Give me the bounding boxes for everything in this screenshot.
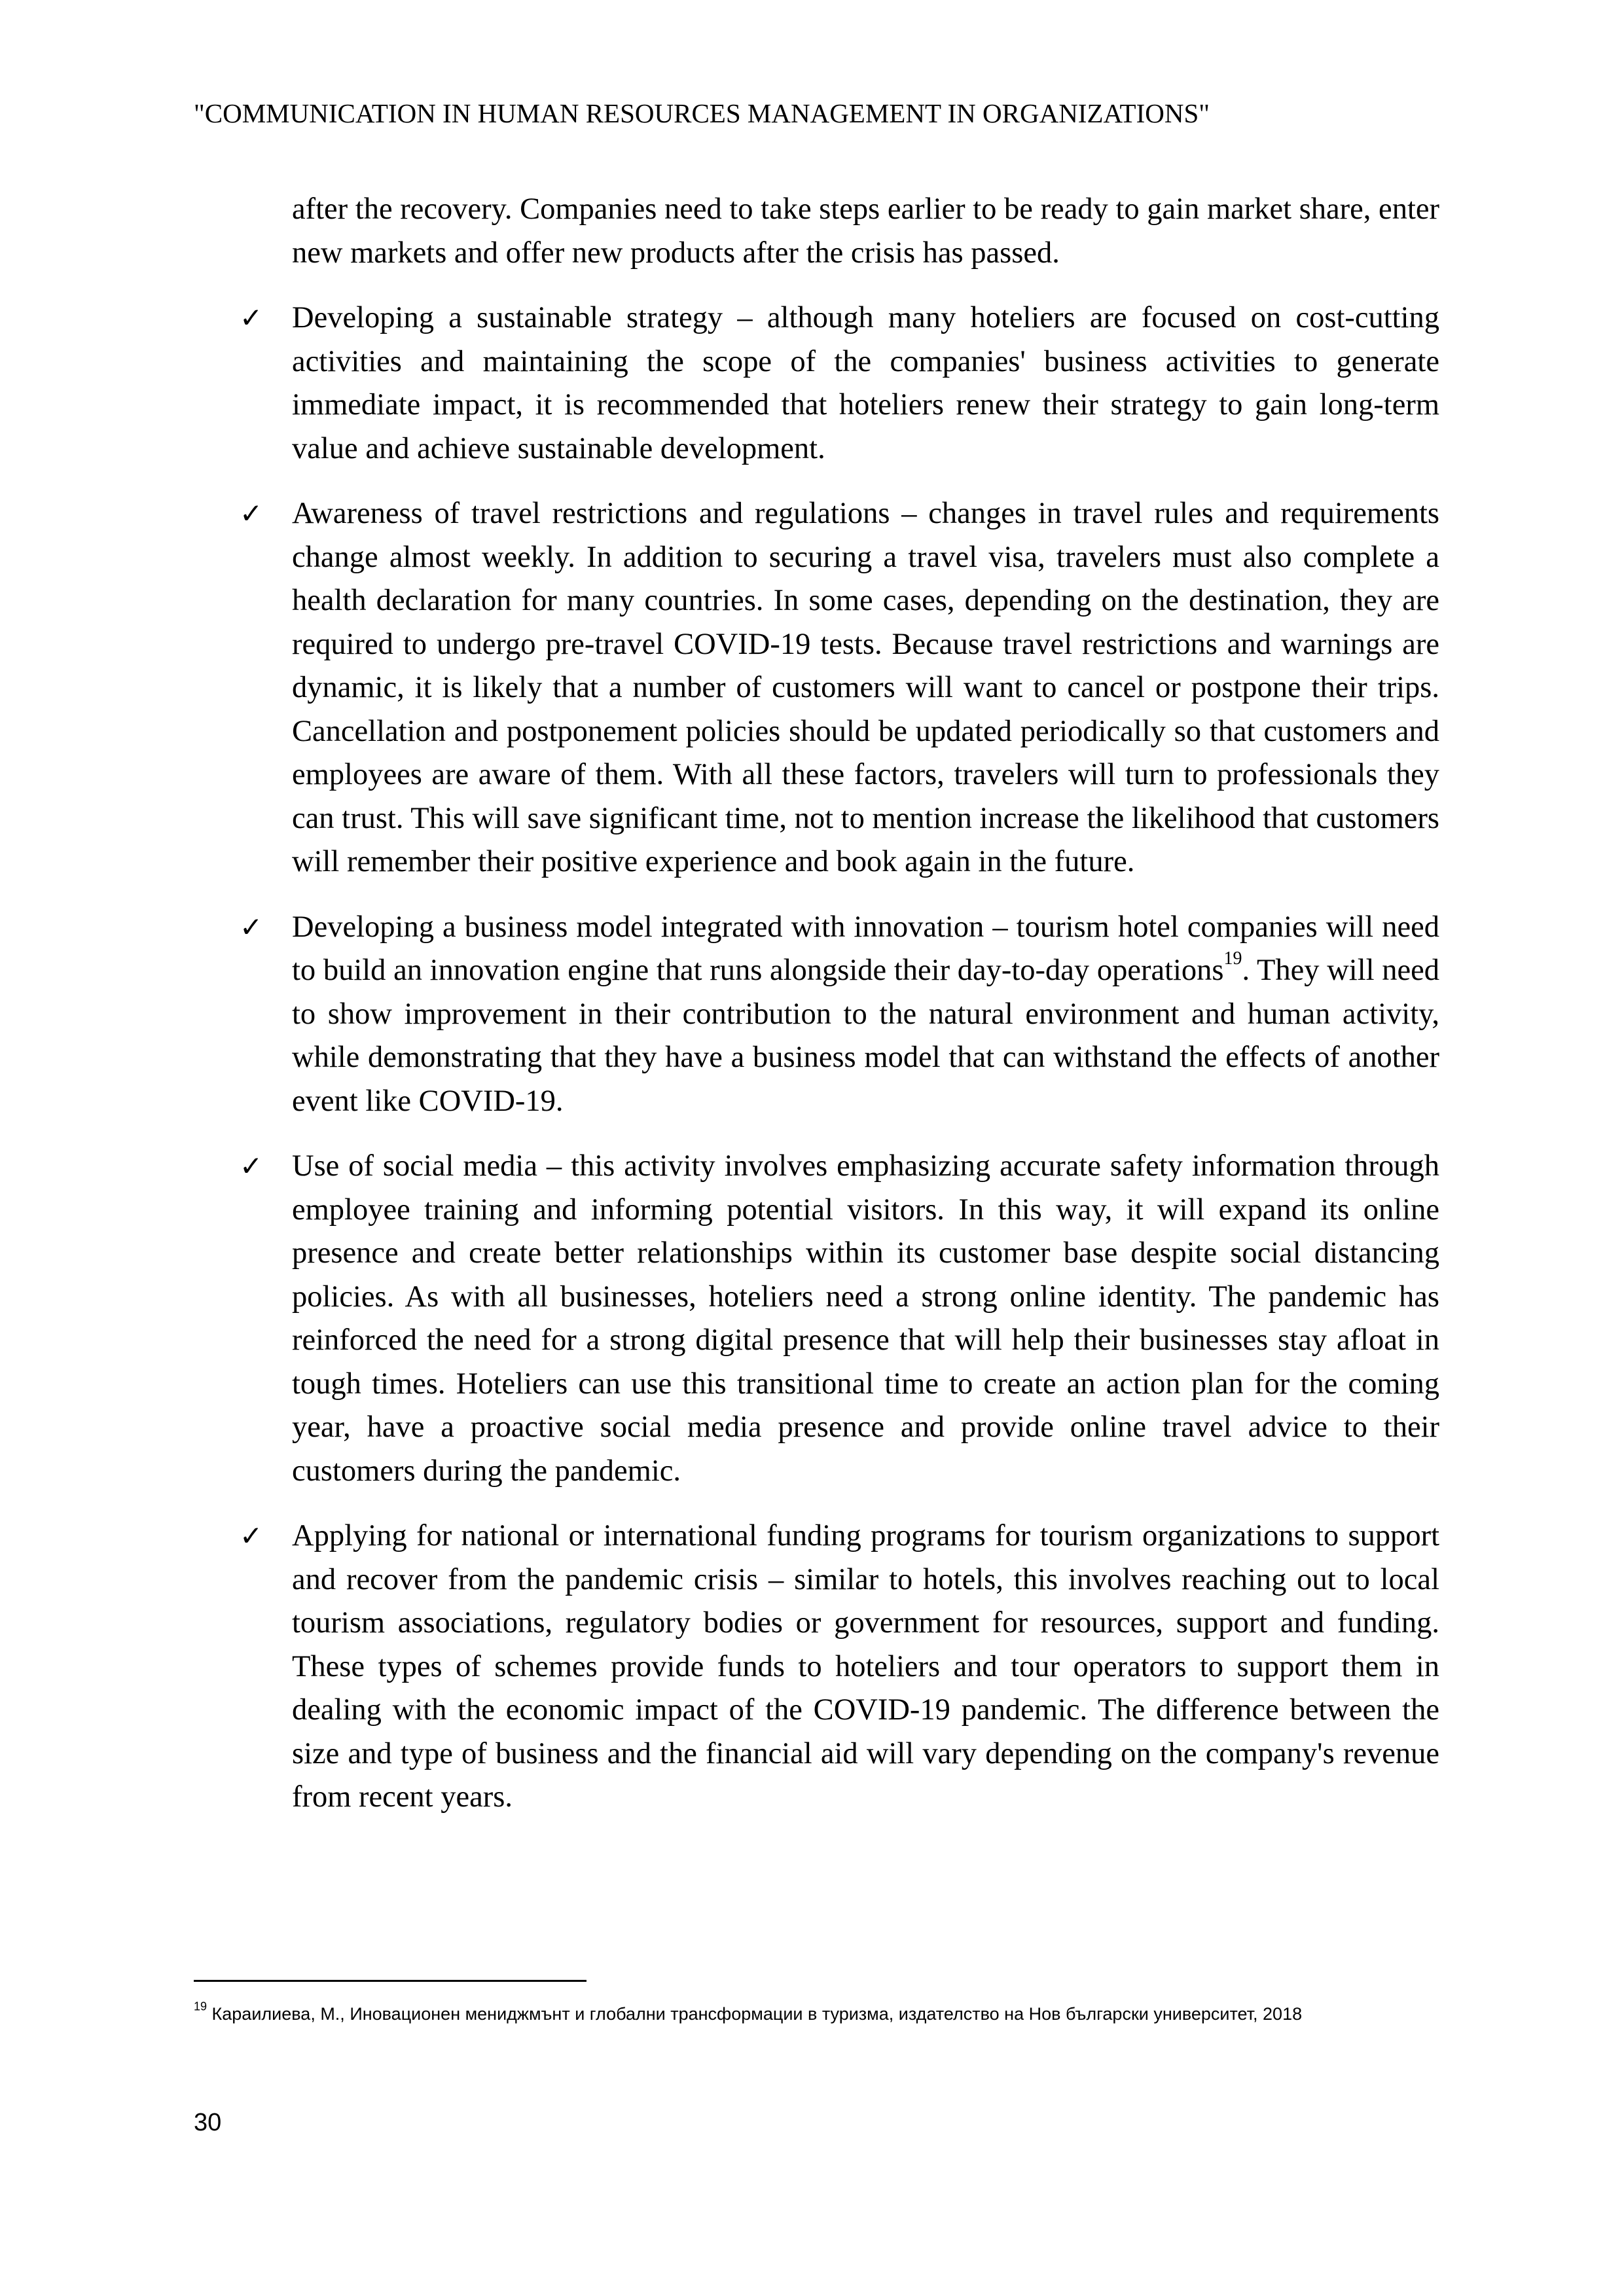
footnote-separator [194, 1980, 586, 1982]
list-item-text: Applying for national or international funding programs for tourism organizations to support and recover from the pandemic crisis – similar to hotels, this involves reaching out to local tourism associations, regulatory bodies or government for resources, support and funding. These types of schemes provide funds to hoteliers and tour operators to support them in dealing with the economic impact of the COVID-19 pandemic. The difference between the size and type of business and the financial aid will vary depending on the company's revenue from recent years. [292, 1519, 1439, 1814]
checkmark-icon: ✓ [240, 910, 263, 943]
checkmark-icon: ✓ [240, 497, 263, 529]
checkmark-icon: ✓ [240, 1520, 263, 1552]
continuation-paragraph: after the recovery. Companies need to take steps earlier to be ready to gain market share, enter new markets and offer new products after the crisis has passed. [292, 192, 1439, 270]
checkmark-icon: ✓ [240, 302, 263, 334]
footnote [194, 2000, 1437, 2028]
list-item-text: Awareness of travel restrictions and regulations – changes in travel rules and requirements change almost weekly. In addition to securing a travel visa, travelers must also complete a health declaration for many countries. In some cases, depending on the destination, they are required to undergo pre-travel COVID-19 tests. Because travel restrictions and warnings are dynamic, it is likely that a number of customers will want to cancel or postpone their trips. Cancellation and postponement policies should be updated periodically so that customers and employees are aware of them. With all these factors, travelers will turn to professionals they can trust. This will save significant time, not to mention increase the likelihood that customers will remember their positive experience and book again in the future. [292, 497, 1439, 878]
checkmark-icon: ✓ [240, 1150, 263, 1182]
page-number: 30 [194, 2109, 222, 2136]
running-header: "COMMUNICATION IN HUMAN RESOURCES MANAGEMENT IN ORGANIZATIONS" [194, 98, 1210, 128]
checklist [194, 296, 1439, 1820]
footnote-number: 19 [194, 2000, 208, 2013]
list-item [194, 906, 1439, 1124]
body-text [194, 188, 1439, 1820]
list-item [194, 1515, 1439, 1820]
footnote-reference: 19 [1223, 948, 1242, 969]
list-item [194, 296, 1439, 471]
list-item-text [292, 906, 1439, 1124]
list-item-text: Use of social media – this activity involves emphasizing accurate safety information through employee training and informing potential visitors. In this way, it will expand its online presence and create better relationships within its customer base despite social distancing policies. As with all businesses, hoteliers need a strong online identity. The pandemic has reinforced the need for a strong digital presence that will help their businesses stay afloat in tough times. Hoteliers can use this transitional time to create an action plan for the coming year, have a proactive social media presence and provide online travel advice to their customers during the pandemic. [292, 1149, 1439, 1488]
list-item [194, 492, 1439, 884]
footnote-text: Караилиева, М., Иновационен мениджмънт и глобални трансформации в туризма, издателство на Нов български университет, 2018 [211, 2004, 1303, 2024]
list-item-text-part: Developing a business model integrated with innovation – tourism hotel companies will need to build an innovation engine that runs alongside their day-to-day operations [292, 910, 1439, 987]
list-item [194, 1145, 1439, 1493]
list-item-text: Developing a sustainable strategy – although many hoteliers are focused on cost-cutting activities and maintaining the scope of the companies' business activities to generate immediate impact, it is recommended that hoteliers renew their strategy to gain long-term value and achieve sustainable development. [292, 301, 1439, 465]
list-item-text-part: . They will need to show improvement in their contribution to the natural environment and human activity, while demonstrating that they have a business model that can withstand the effects of another event like COVID-19. [292, 954, 1439, 1118]
